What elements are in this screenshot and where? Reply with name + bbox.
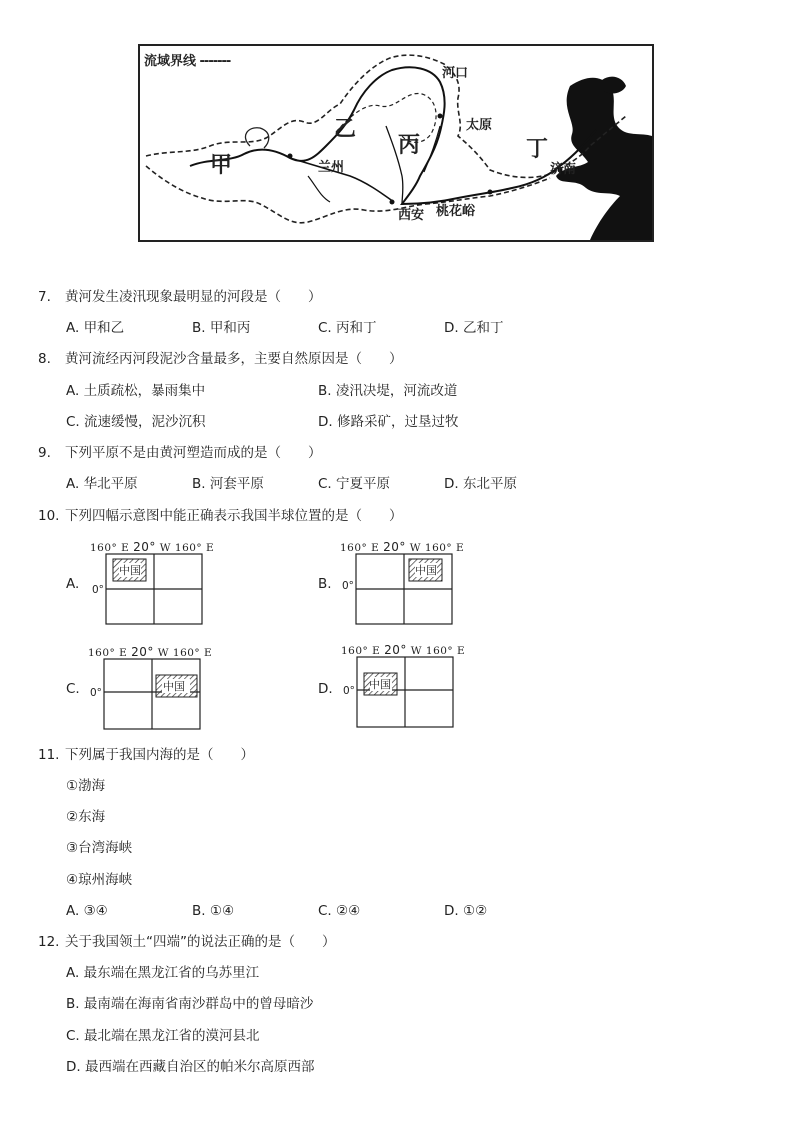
label-hekou: 河口 xyxy=(442,66,469,81)
diagram-b-caption: 160° E 20° W 160° E xyxy=(340,540,465,554)
equator-label-c: 0° xyxy=(90,687,102,699)
label-taiyuan: 太原 xyxy=(466,118,493,133)
q11-option-d[interactable]: D. ①② xyxy=(444,903,488,919)
label-jinan: 济南 xyxy=(550,162,577,177)
china-label-a: 中国 xyxy=(119,564,141,577)
hemisphere-diagram-a[interactable] xyxy=(90,540,215,624)
question-10: 10. 下列四幅示意图中能正确表示我国半球位置的是（ ） xyxy=(38,508,403,524)
question-7: 7. 黄河发生凌汛现象最明显的河段是（ ） xyxy=(38,289,322,305)
label-taohuayu: 桃花峪 xyxy=(436,204,476,219)
q11-item-4: ④琼州海峡 xyxy=(66,872,133,888)
q12-option-b[interactable]: B. 最南端在海南省南沙群岛中的曾母暗沙 xyxy=(66,996,314,1012)
q12-option-a[interactable]: A. 最东端在黑龙江省的乌苏里江 xyxy=(66,965,260,981)
q11-item-2: ②东海 xyxy=(66,809,106,825)
q12-option-d[interactable]: D. 最西端在西藏自治区的帕米尔高原西部 xyxy=(66,1059,315,1075)
q7-option-c[interactable]: C. 丙和丁 xyxy=(318,320,377,336)
equator-label-b: 0° xyxy=(342,580,354,592)
label-jia: 甲 xyxy=(210,153,233,178)
q12-option-c[interactable]: C. 最北端在黑龙江省的漠河县北 xyxy=(66,1028,260,1044)
hemisphere-diagram-c[interactable] xyxy=(88,645,213,729)
china-label-b: 中国 xyxy=(415,564,437,577)
q8-option-a[interactable]: A. 土质疏松，暴雨集中 xyxy=(66,383,206,399)
label-bing: 丙 xyxy=(398,133,421,158)
china-label-c: 中国 xyxy=(163,680,185,693)
china-label-d: 中国 xyxy=(369,678,391,691)
q7-option-b[interactable]: B. 甲和丙 xyxy=(192,320,251,336)
q11-option-b[interactable]: B. ①④ xyxy=(192,903,235,919)
question-9: 9. 下列平原不是由黄河塑造而成的是（ ） xyxy=(38,445,322,461)
q10-option-c[interactable]: C. xyxy=(66,681,80,697)
q8-option-d[interactable]: D. 修路采矿，过垦过牧 xyxy=(318,414,459,430)
q9-option-c[interactable]: C. 宁夏平原 xyxy=(318,476,391,492)
equator-label-a: 0° xyxy=(92,584,104,596)
hemisphere-diagram-b[interactable] xyxy=(340,540,465,624)
q10-option-b[interactable]: B. xyxy=(318,576,332,592)
q11-option-c[interactable]: C. ②④ xyxy=(318,903,361,919)
map-legend: 流域界线 ------- xyxy=(144,54,231,69)
q10-option-a[interactable]: A. xyxy=(66,576,80,592)
q11-item-3: ③台湾海峡 xyxy=(66,840,133,856)
label-ding: 丁 xyxy=(526,137,549,162)
q11-option-a[interactable]: A. ③④ xyxy=(66,903,108,919)
question-12: 12. 关于我国领土“四端”的说法正确的是（ ） xyxy=(38,934,336,950)
yellow-river-map-drawing xyxy=(140,46,652,240)
hemisphere-diagram-d[interactable] xyxy=(341,643,466,727)
q9-option-a[interactable]: A. 华北平原 xyxy=(66,476,138,492)
q10-option-d[interactable]: D. xyxy=(318,681,333,697)
q11-item-1: ①渤海 xyxy=(66,778,106,794)
q8-option-b[interactable]: B. 凌汛决堤，河流改道 xyxy=(318,383,458,399)
q9-option-d[interactable]: D. 东北平原 xyxy=(444,476,517,492)
diagram-c-caption: 160° E 20° W 160° E xyxy=(88,645,213,659)
label-xian: 西安 xyxy=(398,208,425,223)
q7-option-a[interactable]: A. 甲和乙 xyxy=(66,320,125,336)
label-lanzhou: 兰州 xyxy=(318,160,345,175)
label-yi: 乙 xyxy=(334,117,357,142)
diagram-d-caption: 160° E 20° W 160° E xyxy=(341,643,466,657)
question-8: 8. 黄河流经丙河段泥沙含量最多，主要自然原因是（ ） xyxy=(38,351,403,367)
diagram-a-caption: 160° E 20° W 160° E xyxy=(90,540,215,554)
q7-option-d[interactable]: D. 乙和丁 xyxy=(444,320,504,336)
question-11: 11. 下列属于我国内海的是（ ） xyxy=(38,747,254,763)
q9-option-b[interactable]: B. 河套平原 xyxy=(192,476,264,492)
yellow-river-map xyxy=(138,44,654,242)
q8-option-c[interactable]: C. 流速缓慢，泥沙沉积 xyxy=(66,414,206,430)
equator-label-d: 0° xyxy=(343,685,355,697)
